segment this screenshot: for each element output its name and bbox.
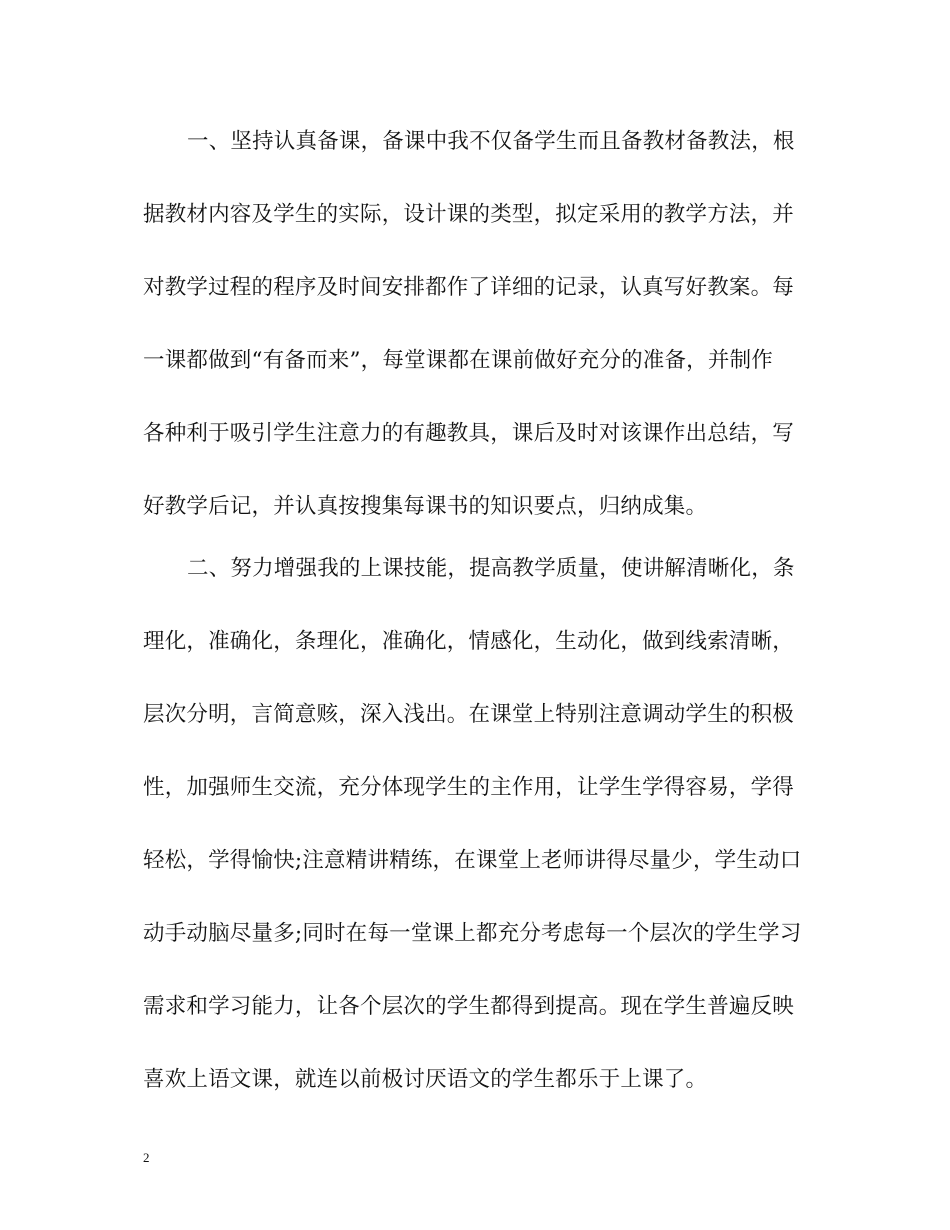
paragraph-1-line-2: 据教材内容及学生的实际，设计课的类型，拟定采用的教学方法，并 [143, 202, 795, 227]
paragraph-2-line-3: 层次分明，言简意赅，深入浅出。在课堂上特别注意调动学生的积极 [143, 702, 795, 727]
paragraph-1-line-1: 一、坚持认真备课，备课中我不仅备学生而且备教材备教法，根 [187, 129, 795, 154]
paragraph-2-line-8: 喜欢上语文课，就连以前极讨厌语文的学生都乐于上课了。 [143, 1067, 708, 1092]
paragraph-1-line-6: 好教学后记，并认真按搜集每课书的知识要点，归纳成集。 [143, 494, 708, 519]
paragraph-2-line-5: 轻松，学得愉快;注意精讲精练，在课堂上老师讲得尽量少，学生动口 [143, 848, 802, 873]
paragraph-1-line-5: 各种利于吸引学生注意力的有趣教具，课后及时对该课作出总结，写 [143, 421, 795, 446]
paragraph-2-line-1: 二、努力增强我的上课技能，提高教学质量，使讲解清晰化，条 [187, 556, 795, 581]
paragraph-2-line-7: 需求和学习能力，让各个层次的学生都得到提高。现在学生普遍反映 [143, 994, 795, 1019]
paragraph-1-line-3: 对教学过程的程序及时间安排都作了详细的记录，认真写好教案。每 [143, 275, 795, 300]
paragraph-2-line-6: 动手动脑尽量多;同时在每一堂课上都充分考虑每一个层次的学生学习 [143, 921, 802, 946]
paragraph-1-line-4: 一课都做到“有备而来”，每堂课都在课前做好充分的准备，并制作 [143, 348, 773, 373]
paragraph-2-line-4: 性，加强师生交流，充分体现学生的主作用，让学生学得容易，学得 [143, 775, 795, 800]
paragraph-2-line-2: 理化，准确化，条理化，准确化，情感化，生动化，做到线索清晰， [143, 629, 795, 654]
page-number: 2 [143, 1150, 150, 1165]
